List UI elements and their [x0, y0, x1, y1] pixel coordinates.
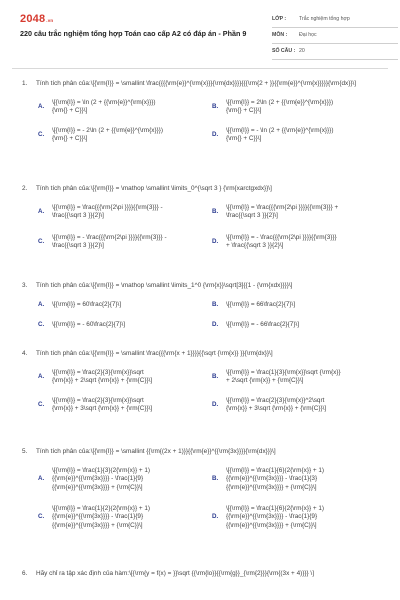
meta-value: 20: [299, 47, 305, 54]
option-letter: D.: [212, 320, 219, 328]
meta-row-class: [272, 12, 398, 28]
option-text: \[{\rm{I}} = \frac{1}{3}{\rm{x}}\sqrt {\rm{x}} + 2\sqrt {\rm{x}} + {\rm{C}}\]: [226, 368, 341, 385]
answer-option-c[interactable]: [36, 234, 206, 251]
option-text: \[{\rm{I}} = \frac{1}{6}(2{\rm{x}} + 1) {{\rm{e}}^{{\rm{3x}}}} - \frac{1}{3} {{\rm{e}}^{{\rm{3x}}}} + {\rm{C}}\]: [226, 466, 325, 491]
answer-option-b[interactable]: [210, 204, 380, 221]
answer-options: [22, 295, 380, 337]
answer-option-d[interactable]: [210, 397, 380, 414]
header-divider: [12, 68, 388, 69]
meta-label: LỚP :: [272, 15, 287, 22]
option-letter: A.: [38, 103, 45, 111]
answer-option-c[interactable]: [36, 127, 206, 144]
option-text: \[{\rm{I}} = \frac{2}{3}{\rm{x}}\sqrt {\rm{x}} + 3\sqrt {\rm{x}} + {\rm{C}}\]: [52, 396, 153, 413]
option-text: \[{\rm{I}} = 66\frac{2}{7}\]: [226, 300, 296, 308]
option-letter: B.: [212, 373, 219, 381]
answer-option-d[interactable]: [210, 505, 380, 531]
answer-option-b[interactable]: [210, 369, 380, 386]
option-text: \[{\rm{I}} = \frac{2}{3}{\rm{x}}\sqrt {\rm{x}} + 2\sqrt {\rm{x}} + {\rm{C}}\]: [52, 368, 153, 385]
question-4: [22, 350, 380, 425]
answer-option-b[interactable]: [210, 301, 380, 310]
answer-option-d[interactable]: [210, 321, 380, 330]
meta-value[interactable]: Đại học: [299, 31, 317, 38]
question-number: 2.: [22, 185, 28, 192]
option-letter: A.: [38, 300, 45, 308]
meta-row-subject: [272, 28, 398, 44]
question-5: [22, 448, 380, 545]
site-logo[interactable]: [20, 12, 53, 27]
option-text: \[{\rm{I}} = - 2\ln (2 + {{\rm{e}}^{\rm{x}}}) {\rm{} + C}}\]: [52, 126, 163, 143]
answer-option-b[interactable]: [210, 467, 380, 493]
question-stem: [22, 185, 380, 194]
meta-label: MÔN :: [272, 31, 288, 38]
answer-option-b[interactable]: [210, 99, 380, 116]
option-text: \[{\rm{I}} = \frac{2}{3}{\rm{x}}^2\sqrt {\rm{x}} + 3\sqrt {\rm{x}} + {\rm{C}}\]: [226, 396, 327, 413]
question-number: 5.: [22, 448, 28, 455]
option-letter: B.: [212, 300, 219, 308]
question-number: 4.: [22, 350, 28, 357]
option-letter: C.: [38, 131, 45, 139]
option-letter: D.: [212, 238, 219, 246]
answer-option-a[interactable]: [36, 369, 206, 386]
logo-main: 2048: [20, 13, 46, 25]
question-stem: [22, 80, 380, 89]
answer-options: [22, 363, 380, 425]
question-stem: [22, 282, 380, 291]
answer-option-c[interactable]: [36, 321, 206, 330]
question-text: Tính tích phân của:\[{\rm{I}} = \smallint {{\rm{(2x + 1)}}{{\rm{e}}^{{\rm{3x}}}}{\rm{dx}}}\]: [36, 448, 276, 455]
question-text: Tính tích phân của:\[{\rm{I}} = \mathop \smallint \limits_1^0 {\rm{x}}\sqrt[3]{{1 - {\rm{xdx}}}}\]: [36, 282, 293, 289]
question-number: 6.: [22, 570, 28, 577]
option-text: \[{\rm{I}} = \frac{{{\rm{2\pi }}}}{{\rm{3}}} - \frac{{\sqrt 3 }}{2}\]: [52, 203, 163, 220]
option-letter: B.: [212, 475, 219, 483]
question-2: [22, 185, 380, 260]
document-header: [20, 12, 382, 62]
question-3: [22, 282, 380, 337]
option-text: \[{\rm{I}} = \ln (2 + {{\rm{e}}^{\rm{x}}}) {\rm{} + C}}\]: [52, 98, 156, 115]
option-letter: C.: [38, 513, 45, 521]
answer-option-d[interactable]: [210, 127, 380, 144]
option-text: \[{\rm{I}} = - \frac{{{\rm{2\pi }}}}{{\rm{3}}} + \frac{{\sqrt 3 }}{2}\]: [226, 233, 337, 250]
page-title: 220 câu trắc nghiệm tổng hợp Toán cao cấp A2 có đáp án - Phần 9: [20, 29, 247, 38]
question-1: [22, 80, 380, 153]
answer-options: [22, 198, 380, 260]
question-number: 3.: [22, 282, 28, 289]
option-letter: C.: [38, 238, 45, 246]
option-text: \[{\rm{I}} = \frac{1}{3}(2{\rm{x}} + 1) {{\rm{e}}^{{\rm{3x}}}} - \frac{1}{9} {{\rm{e}}^{{\rm{3x}}}} + {\rm{C}}\]: [52, 466, 151, 491]
answer-option-a[interactable]: [36, 301, 206, 310]
option-text: \[{\rm{I}} = \frac{{{\rm{2\pi }}}}{{\rm{3}}} + \frac{{\sqrt 3 }}{2}\]: [226, 203, 339, 220]
answer-option-a[interactable]: [36, 467, 206, 493]
question-stem: [22, 350, 380, 359]
option-letter: A.: [38, 475, 45, 483]
meta-label: SỐ CÂU :: [272, 47, 296, 54]
meta-row-count: [272, 44, 398, 60]
option-letter: A.: [38, 373, 45, 381]
option-letter: B.: [212, 103, 219, 111]
meta-value[interactable]: Trắc nghiệm tổng hợp: [299, 15, 350, 22]
option-text: \[{\rm{I}} = \frac{1}{6}(2{\rm{x}} + 1) {{\rm{e}}^{{\rm{3x}}}} - \frac{1}{9} {{\rm{e}}^{{\rm{3x}}}} + {\rm{C}}\]: [226, 504, 325, 529]
option-text: \[{\rm{I}} = - \ln (2 + {{\rm{e}}^{\rm{x}}}) {\rm{} + C}}\]: [226, 126, 334, 143]
answer-option-c[interactable]: [36, 505, 206, 531]
option-text: \[{\rm{I}} = - \frac{{{\rm{2\pi }}}}{{\rm{3}}} - \frac{{\sqrt 3 }}{2}\]: [52, 233, 167, 250]
question-number: 1.: [22, 80, 28, 87]
option-letter: D.: [212, 401, 219, 409]
answer-option-c[interactable]: [36, 397, 206, 414]
document-meta: [272, 12, 398, 60]
option-text: \[{\rm{I}} = 60\frac{2}{7}\]: [52, 300, 122, 308]
question-stem: [22, 448, 380, 457]
answer-option-a[interactable]: [36, 99, 206, 116]
question-stem: [22, 570, 380, 579]
option-text: \[{\rm{I}} = 2\ln (2 + {{\rm{e}}^{\rm{x}}}) {\rm{} + C}}\]: [226, 98, 334, 115]
option-text: \[{\rm{I}} = - 66\frac{2}{7}\]: [226, 320, 300, 328]
logo-suffix: .vn: [46, 18, 54, 23]
question-text: Tính tích phân của:\[{\rm{I}} = \smallint \frac{{{\rm{x + 1}}}}{{\sqrt {\rm{x}} }}{\rm{dx}}\]: [36, 350, 273, 357]
option-text: \[{\rm{I}} = \frac{1}{2}(2{\rm{x}} + 1) {{\rm{e}}^{{\rm{3x}}}} - \frac{1}{9} {{\rm{e}}^{{\rm{3x}}}} + {\rm{C}}\]: [52, 504, 151, 529]
answer-option-d[interactable]: [210, 234, 380, 251]
option-letter: C.: [38, 401, 45, 409]
question-6: [22, 570, 380, 579]
answer-options: [22, 461, 380, 545]
option-letter: C.: [38, 320, 45, 328]
question-text: Tính tích phân của:\[{\rm{I}} = \smallint \frac{{{{\rm{e}}^{\rm{x}}}{\rm{dx}}}}{{{\rm{2 + }}{{\rm{e}}^{\rm{x}}}}}{\rm{dx}}\]: [36, 80, 357, 87]
question-text: Hãy chỉ ra tập xác định của hàm:\[{\rm{y = f(x) = }}\sqrt {{\rm{lo}}{{\rm{g}}_{\rm{2}}}{\rm{(3x + 4)}}} \]: [36, 570, 314, 577]
question-text: Tính tích phân của:\[{\rm{I}} = \mathop \smallint \limits_0^{\sqrt 3 } {\rm{xarctgxdx}}\]: [36, 185, 272, 192]
option-letter: B.: [212, 208, 219, 216]
option-text: \[{\rm{I}} = - 60\frac{2}{7}\]: [52, 320, 126, 328]
answer-option-a[interactable]: [36, 204, 206, 221]
option-letter: A.: [38, 208, 45, 216]
answer-options: [22, 93, 380, 153]
option-letter: D.: [212, 513, 219, 521]
option-letter: D.: [212, 131, 219, 139]
